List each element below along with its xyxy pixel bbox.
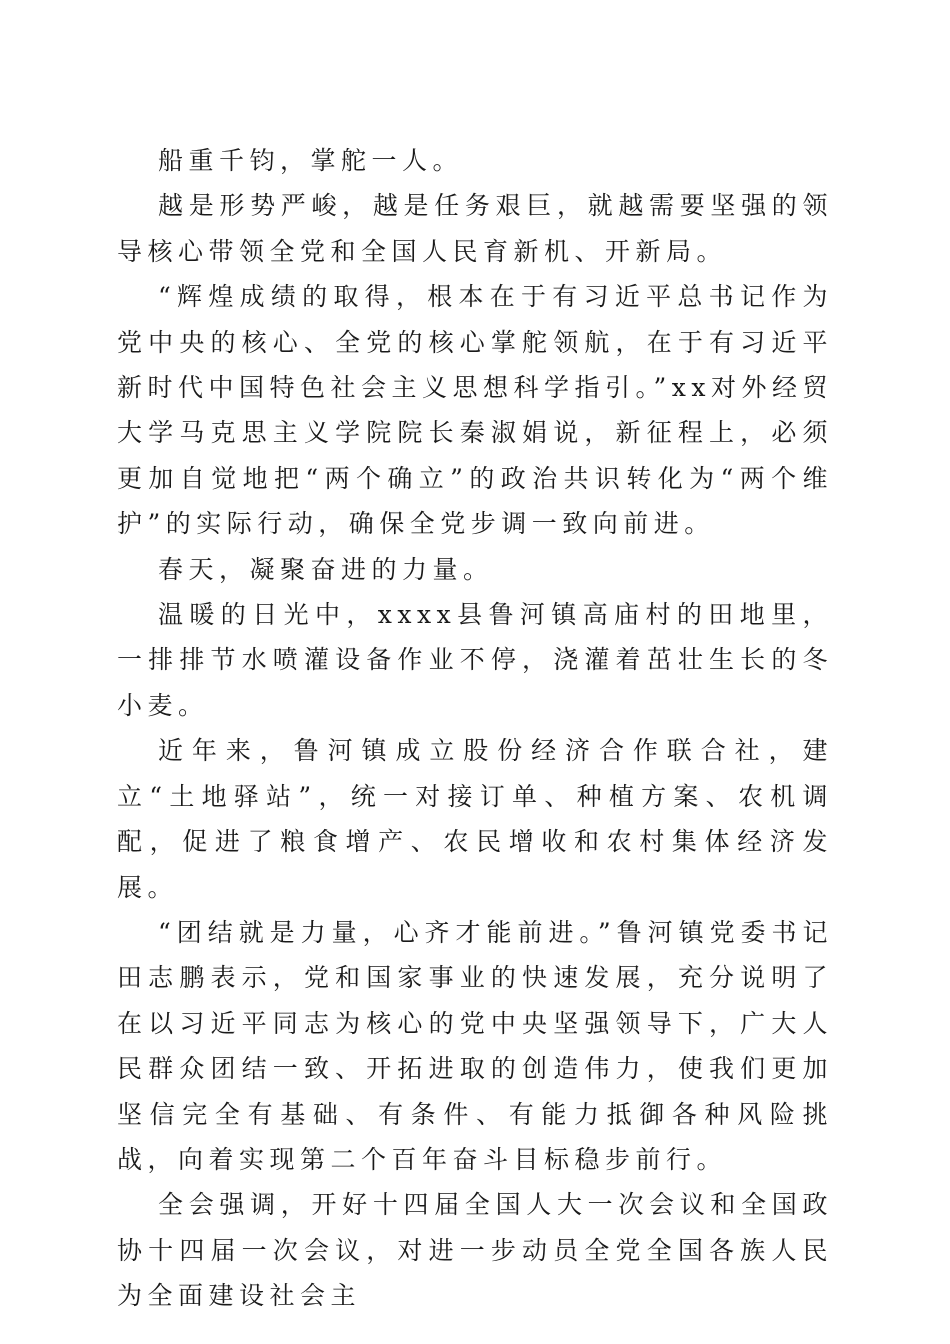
paragraph-2: 越是形势严峻，越是任务艰巨，就越需要坚强的领导核心带领全党和全国人民育新机、开新局。	[117, 191, 833, 266]
document-body	[117, 138, 833, 1319]
paragraph-5: 温暖的日光中，xxxx县鲁河镇高庙村的田地里，一排排节水喷灌设备作业不停，浇灌着茁壮生长的冬小麦。	[117, 600, 833, 720]
paragraph-6: 近年来，鲁河镇成立股份经济合作联合社，建立“土地驿站”，统一对接订单、种植方案、农机调配，促进了粮食增产、农民增收和农村集体经济发展。	[117, 736, 833, 902]
paragraph-7: “团结就是力量，心齐才能前进。”鲁河镇党委书记田志鹏表示，党和国家事业的快速发展，充分说明了在以习近平同志为核心的党中央坚强领导下，广大人民群众团结一致、开拓进取的创造伟力，使我们更加坚信完全有基础、有条件、有能力抵御各种风险挑战，向着实现第二个百年奋斗目标稳步前行。	[117, 917, 833, 1174]
paragraph-8: 全会强调，开好十四届全国人大一次会议和全国政协十四届一次会议，对进一步动员全党全国各族人民为全面建设社会主	[117, 1190, 833, 1311]
paragraph-4: 春天，凝聚奋进的力量。	[158, 554, 494, 584]
paragraph-1: 船重千钧，掌舵一人。	[158, 146, 464, 175]
paragraph-3: “辉煌成绩的取得，根本在于有习近平总书记作为党中央的核心、全党的核心掌舵领航，在于有习近平新时代中国特色社会主义思想科学指引。”xx对外经贸大学马克思主义学院院长秦淑娟说，新征程上，必须更加自觉地把“两个确立”的政治共识转化为“两个维护”的实际行动，确保全党步调一致向前进。	[117, 282, 833, 539]
